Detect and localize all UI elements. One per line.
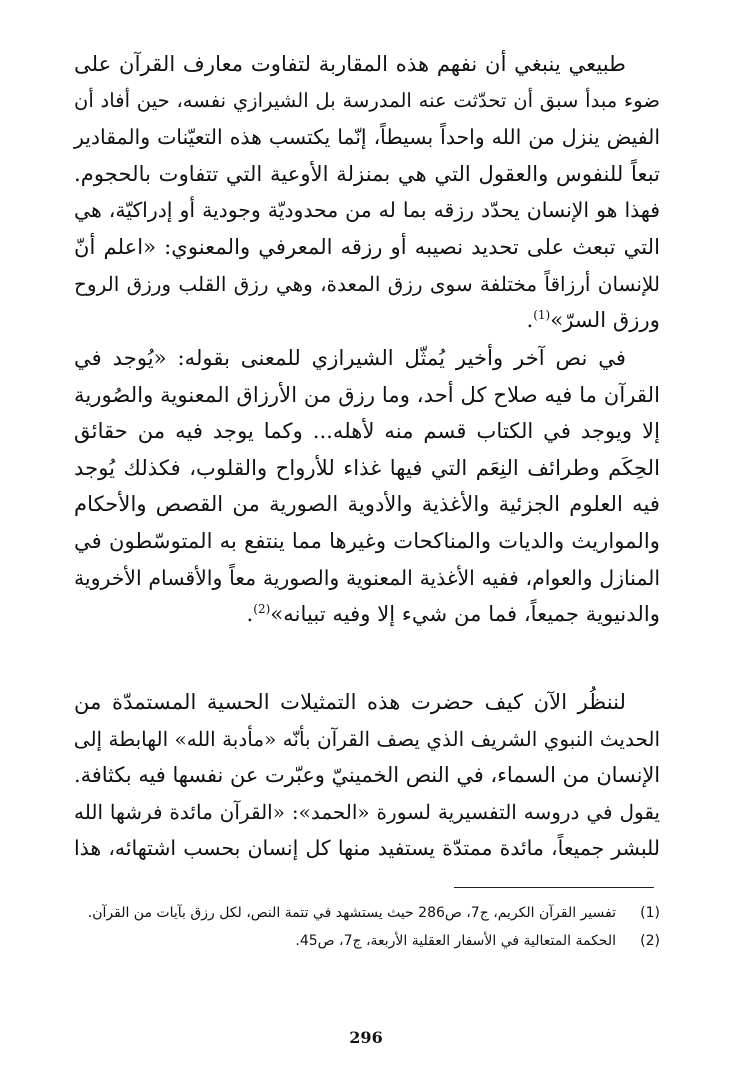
footnote-ref-1[interactable]: (1) [533, 308, 551, 323]
paragraph-2-line-3: إلا ويوجد في الكتاب قسم منه لأهله... وكما يوجد فيه من حقائق [74, 418, 660, 444]
footnote-1 [74, 902, 660, 924]
paragraph-2 [74, 340, 660, 633]
paragraph-1-line-8-text: ورزق السرّ» [550, 307, 660, 333]
paragraph-2-end: . [246, 601, 254, 627]
paragraph-2-line-4: الحِكَم وطرائف النِعَم التي فيها غذاء للأرواح والقلوب، فكذلك يُوجد [74, 454, 660, 480]
paragraph-1-line-3: الفيض ينزل من الله واحداً بسيطاً، إنّما يكتسب هذه التعيّنات والمقادير [74, 125, 660, 150]
footnote-separator [454, 887, 654, 888]
paragraph-1-end: . [526, 307, 534, 333]
paragraph-1-line-4: تبعاً للنفوس والعقول التي هي بمنزلة الأوعية التي تتفاوت بالحجوم. [74, 160, 660, 186]
paragraph-3-line-2: الحديث النبوي الشريف الذي يصف القرآن بأنّه «مأدبة الله» الهابطة إلى [73, 726, 660, 751]
paragraph-1-line-7: للإنسان أرزاقاً مختلفة سوى رزق المعدة، وهي رزق القلب ورزق الروح [74, 271, 660, 296]
paragraph-3-line-1: لننظُر الآن كيف حضرت هذه التمثيلات الحسية المستمدّة من [74, 689, 626, 714]
paragraph-3-line-3: الإنسان من السماء، في النص الخمينيّ وعبّرت عن نفسها فيه بكثافة. [74, 763, 660, 788]
paragraph-1 [74, 46, 660, 339]
paragraph-1-line-5: فهذا هو الإنسان يحدّد رزقه بما له من محدوديّة وجودية أو إدراكيّة، هي [74, 198, 660, 223]
footnote-ref-2[interactable]: (2) [253, 602, 271, 617]
paragraph-3-line-5: للبشر جميعاً، مائدة ممتدّة يستفيد منها كل إنسان بحسب اشتهائه، هذا [74, 836, 660, 861]
footnote-2 [74, 930, 660, 952]
paragraph-3 [74, 684, 660, 867]
paragraph-3-line-4: يقول في دروسه التفسيرية لسورة «الحمد»: «القرآن مائدة فرشها الله [74, 799, 660, 824]
paragraph-1-line-1: طبيعي ينبغي أن نفهم هذه المقاربة لتفاوت معارف القرآن على [74, 51, 626, 76]
paragraph-1-line-2: ضوء مبدأ سبق أن تحدّثت عنه المدرسة بل الشيرازي نفسه، حين أفاد أن [74, 88, 660, 112]
paragraph-2-line-8-text: والدنيوية جميعاً، فما من شيء إلا وفيه تبيانه» [270, 601, 660, 627]
page-number: 296 [349, 1028, 383, 1047]
paragraph-2-line-1: في نص آخر وأخير يُمثّل الشيرازي للمعنى بقوله: «يُوجد في [74, 345, 626, 370]
footnote-1-text: تفسير القرآن الكريم، ج7، ص286 حيث يستشهد في تتمة النص، لكل رزق بآيات من القرآن. [87, 905, 616, 921]
paragraph-2-line-7: المنازل والعوام، ففيه الأغذية المعنوية والصورية معاً والأقسام الأخروية [74, 565, 660, 590]
footnote-2-number: (2) [640, 933, 660, 949]
paragraph-2-line-8 [74, 596, 660, 633]
paragraph-1-line-8 [74, 302, 660, 339]
paragraph-2-line-5: فيه العلوم الجزئية والأغذية والأدوية الصورية من القصص والأحكام [74, 491, 660, 517]
paragraph-1-line-6: التي تبعث على تحديد نصيبه أو رزقه المعرفي والمعنوي: «اعلم أنّ [74, 233, 660, 259]
footnote-1-number: (1) [640, 905, 660, 921]
footnote-2-text: الحكمة المتعالية في الأسفار العقلية الأربعة، ج7، ص45. [295, 933, 616, 949]
paragraph-2-line-6: والمواريث والديات والمناكحات وغيرها مما ينتفع به المتوسّطون في [74, 527, 660, 553]
footnotes [74, 902, 660, 958]
paragraph-2-line-2: القرآن ما فيه صلاح كل أحد، وما رزق من الأرزاق المعنوية والصُورية [74, 381, 660, 407]
